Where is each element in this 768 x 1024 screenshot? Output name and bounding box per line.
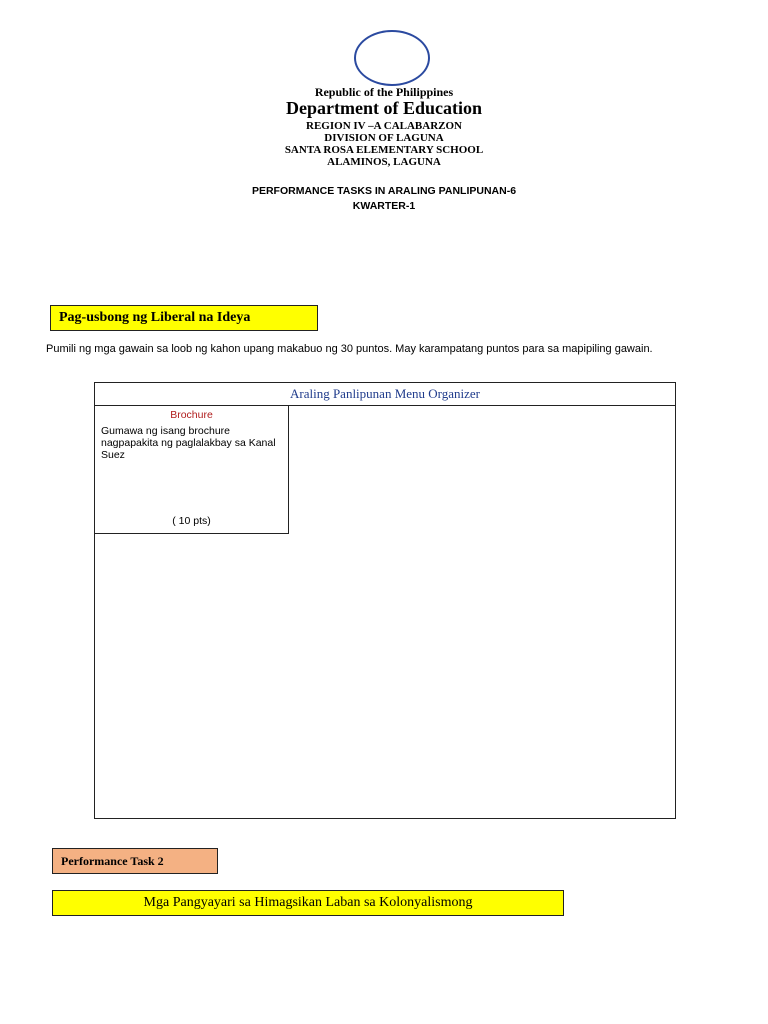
page-title: PERFORMANCE TASKS IN ARALING PANLIPUNAN-6 xyxy=(251,185,517,197)
menu-heading: Araling Panlipunan Menu Organizer xyxy=(95,383,675,406)
header-location: ALAMINOS, LAGUNA xyxy=(327,156,441,168)
menu-organizer xyxy=(94,382,676,819)
task1-instructions: Pumili ng mga gawain sa loob ng kahon upang makabuo ng 30 puntos. May karampatang puntos para sa mapipiling gawain. xyxy=(46,343,653,355)
menu-cell-brochure xyxy=(95,405,289,534)
task2-title: Mga Pangyayari sa Himagsikan Laban sa Kolonyalismong xyxy=(52,890,564,916)
header-region: REGION IV –A CALABARZON xyxy=(306,120,462,132)
task2-label: Performance Task 2 xyxy=(52,848,218,874)
quarter-label: KWARTER-1 xyxy=(352,200,416,212)
header-department: Department of Education xyxy=(286,98,482,118)
menu-cell-title: Brochure xyxy=(170,409,213,421)
menu-cell-points: ( 10 pts) xyxy=(172,515,211,527)
task1-box: Pag-usbong ng Liberal na Ideya xyxy=(50,305,318,331)
header-division: DIVISION OF LAGUNA xyxy=(324,132,444,144)
header-school: SANTA ROSA ELEMENTARY SCHOOL xyxy=(284,144,484,156)
header-line1: Republic of the Philippines xyxy=(314,85,454,99)
deped-seal-icon xyxy=(354,30,430,86)
menu-cell-body: Gumawa ng isang brochure nagpapakita ng paglalakbay sa Kanal Suez xyxy=(101,425,276,461)
